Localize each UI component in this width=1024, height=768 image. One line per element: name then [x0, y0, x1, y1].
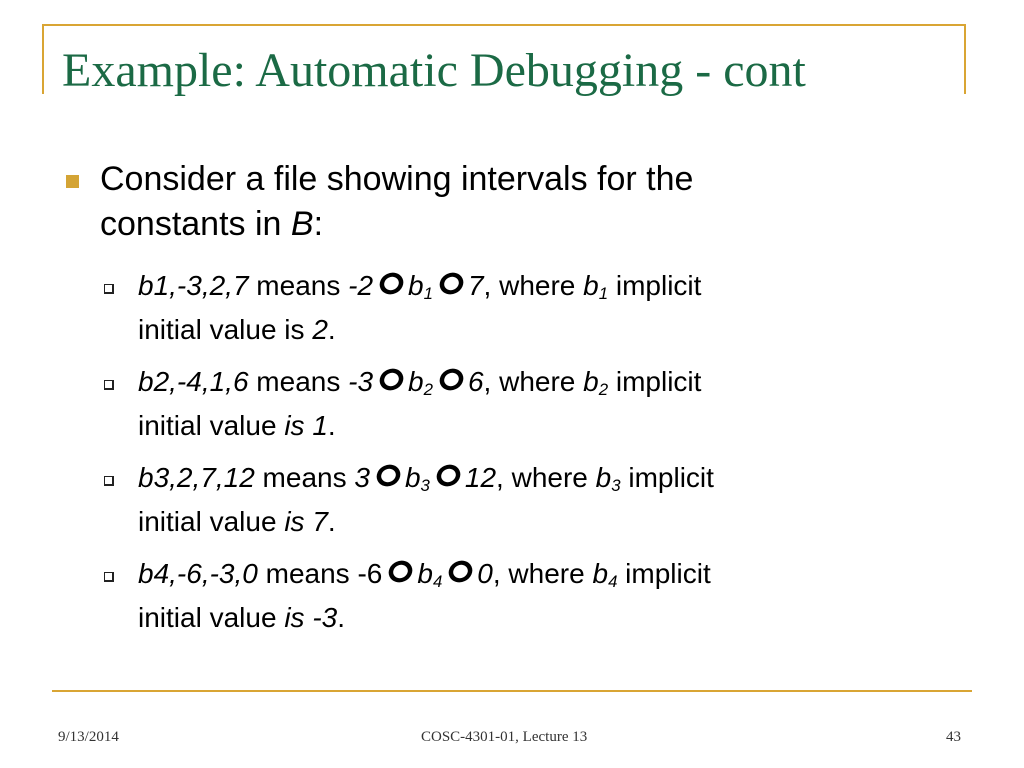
- upper-bound: 7: [467, 270, 484, 301]
- period: .: [327, 506, 336, 538]
- sub-bullet-1: [138, 268, 938, 348]
- variable-name: b: [404, 462, 421, 493]
- footer-date: 9/13/2014: [58, 729, 119, 745]
- interval-code: b1,-3,2,7: [138, 270, 249, 301]
- interval-code: b3,2,7,12: [138, 462, 255, 493]
- variable-subscript: 2: [598, 380, 609, 400]
- variable-subscript: 1: [598, 284, 609, 304]
- implicit-text: implicit: [617, 558, 711, 589]
- bold-ring-symbol-icon: [436, 269, 467, 298]
- variable-subscript: 4: [432, 572, 443, 592]
- variable-subscript: 2: [423, 380, 433, 400]
- sub-bullet-4: [138, 556, 938, 636]
- bold-ring-symbol-icon: [436, 365, 467, 394]
- initial-value-text: initial value: [138, 506, 285, 538]
- initial-value: is -3: [284, 602, 338, 634]
- variable-name: b: [583, 270, 599, 301]
- period: .: [327, 314, 336, 346]
- variable-subscript: 3: [611, 476, 621, 496]
- variable-subscript: 1: [423, 284, 433, 304]
- square-bullet-icon: [66, 175, 79, 188]
- means-text: means: [248, 366, 349, 397]
- variable-name: b: [408, 270, 424, 301]
- where-text: , where: [483, 270, 584, 301]
- sub-bullet-3: [138, 460, 938, 540]
- footer-course: COSC-4301-01, Lecture 13: [421, 729, 588, 745]
- upper-bound: 6: [467, 366, 484, 397]
- initial-value: 2: [312, 314, 328, 346]
- bold-ring-symbol-icon: [376, 269, 407, 298]
- means-text: means: [248, 270, 349, 301]
- bold-ring-symbol-icon: [433, 461, 464, 490]
- bold-ring-symbol-icon: [445, 557, 476, 586]
- interval-code: b4,-6,-3,0: [138, 558, 258, 589]
- bold-ring-symbol-icon: [376, 365, 407, 394]
- footer-divider: [52, 690, 972, 692]
- means-text: means: [257, 558, 358, 589]
- main-bullet-line2-prefix: constants in: [100, 205, 291, 243]
- where-text: , where: [496, 462, 596, 493]
- means-text: means: [254, 462, 355, 493]
- initial-value: is 1: [284, 410, 328, 442]
- hollow-square-bullet-icon: [104, 284, 114, 294]
- period: .: [337, 602, 345, 634]
- variable-name: b: [408, 366, 424, 397]
- hollow-square-bullet-icon: [104, 476, 114, 486]
- left-frame-line: [42, 24, 44, 94]
- initial-value-text: initial value: [138, 410, 285, 442]
- variable-subscript: 3: [420, 476, 430, 496]
- variable-name: b: [417, 558, 433, 589]
- lower-bound: -6: [357, 558, 383, 589]
- main-bullet-var: B: [290, 205, 314, 243]
- right-frame-line: [964, 24, 966, 94]
- period: .: [327, 410, 336, 442]
- hollow-square-bullet-icon: [104, 572, 114, 582]
- hollow-square-bullet-icon: [104, 380, 114, 390]
- variable-name: b: [583, 366, 599, 397]
- sub-bullet-2: [138, 364, 938, 444]
- variable-name: b: [595, 462, 612, 493]
- main-bullet-line1: Consider a file showing intervals for the: [100, 160, 694, 198]
- lower-bound: -2: [348, 270, 374, 301]
- lower-bound: -3: [348, 366, 374, 397]
- implicit-text: implicit: [608, 366, 702, 397]
- initial-value: is 7: [284, 506, 328, 538]
- lower-bound: 3: [354, 462, 370, 493]
- implicit-text: implicit: [620, 462, 714, 493]
- upper-bound: 0: [477, 558, 493, 589]
- main-bullet-text: [100, 157, 900, 247]
- variable-name: b: [592, 558, 609, 589]
- main-bullet-line2-suffix: :: [313, 205, 324, 243]
- where-text: , where: [492, 558, 593, 589]
- variable-subscript: 4: [608, 572, 618, 592]
- footer-page-number: 43: [946, 729, 961, 745]
- initial-value-text: initial value: [138, 602, 285, 634]
- upper-bound: 12: [464, 462, 497, 493]
- bold-ring-symbol-icon: [385, 557, 416, 586]
- interval-code: b2,-4,1,6: [138, 366, 249, 397]
- implicit-text: implicit: [608, 270, 702, 301]
- where-text: , where: [483, 366, 584, 397]
- top-frame-line: [42, 24, 966, 26]
- slide-title: Example: Automatic Debugging - cont: [62, 44, 806, 97]
- bold-ring-symbol-icon: [373, 461, 404, 490]
- initial-value-text: initial value is: [138, 314, 313, 346]
